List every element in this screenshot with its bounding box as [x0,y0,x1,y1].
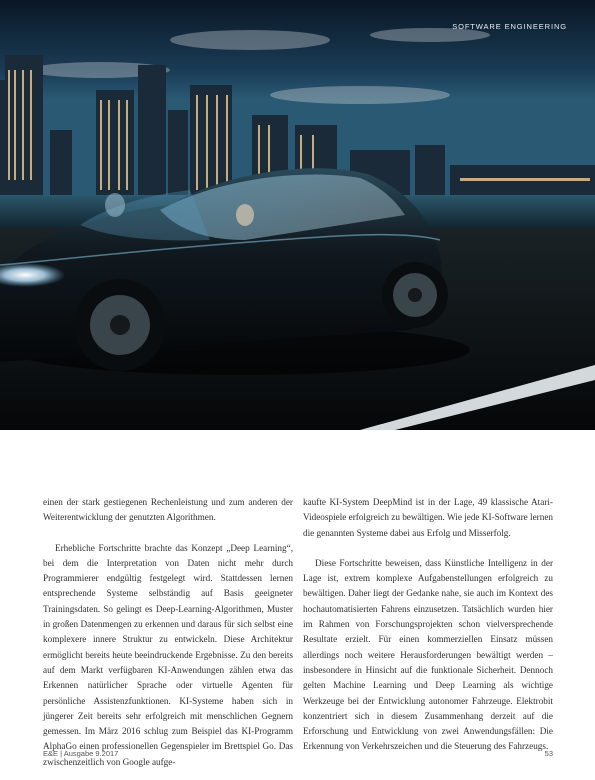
paragraph: Diese Fortschritte beweisen, dass Künstliche Intelligenz in der Lage ist, extrem komplexe Aufgabenstellungen erfolgreich zu bewältigen. Daher liegt der Gedanke nahe, sie auch im Kontext des hochautomatisierten Fahrens einzusetzen. Tatsächlich wurden hier im Rahmen von Forschungsprojekten schon vielversprechende Resultate erzielt. Für einen kommerziellen Einsatz müssen allerdings noch weitere Herausforderungen bewältigt werden – insbesondere in Hinsicht auf die funktionale Sicherheit. Dennoch gelten Machine Learning und Deep Learning als wichtige Werkzeuge bei der Entwicklung autonomer Fahrzeuge. Elektrobit konzentriert sich in diesem Zusammenhang derzeit auf die Erforschung und Entwicklung von zwei Anwendungsfällen: Die Erkennung von Verkehrszeichen und die Steuerung des Fahrzeugs. [303,557,553,752]
issue-label: E&E | Ausgabe 9.2017 [43,749,119,758]
section-label: SOFTWARE ENGINEERING [452,22,567,31]
article-column-left [43,495,293,770]
page-footer [43,749,553,758]
paragraph: einen der stark gestiegenen Rechenleistung und zum anderen der Weiterentwicklung der genutzten Algorithmen. [43,497,293,523]
article-column-right [303,495,553,755]
paragraph: kaufte KI-System DeepMind ist in der Lage, 49 klassische Atari-Videospiele erfolgreich zu bewältigen. Wie jede KI-Software lernen die genannten Systeme dabei aus Erfolg und Misserfolg. [303,497,553,538]
paragraph: Erhebliche Fortschritte brachte das Konzept „Deep Learning“, bei dem die Interpretation von Daten nicht mehr durch Programmierer endgültig festgelegt wird. Stattdessen lernen entsprechende Systeme selbständig auf Basis geeigneter Trainingsdaten. So gelingt es Deep-Learning-Algorithmen, Muster in großen Datenmengen zu erkennen und daraus für sich selbst eine komplexere innere Struktur zu entwickeln. Diese Architektur ermöglicht bereits heute beeindruckende Ergebnisse. Zu den bereits auf dem Markt verfügbaren KI-Anwendungen zählen etwa das Erkennen natürlicher Sprache oder virtuelle Agenten für persönliche Assistenzfunktionen. KI-Systeme haben sich in jüngerer Zeit bereits sehr erfolgreich mit menschlichen Gegnern gemessen. Im März 2016 schlug zum Beispiel das KI-Programm AlphaGo einen professionellen Gegenspieler im Brettspiel Go. Das zwischenzeitlich von Google aufge- [43,542,293,767]
page-number: 53 [544,749,553,758]
